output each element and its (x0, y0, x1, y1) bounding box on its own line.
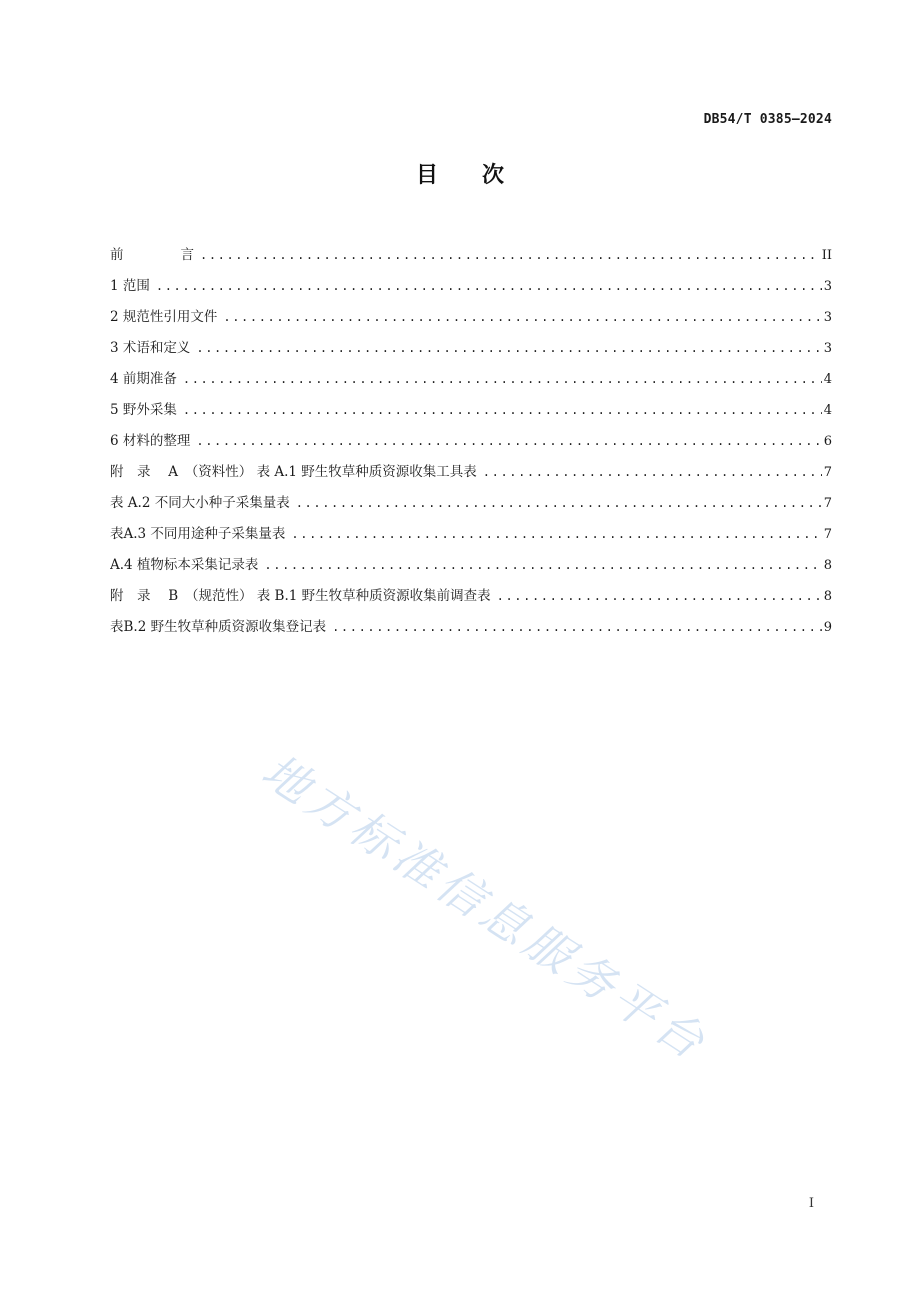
toc-entry-scope[interactable] (110, 271, 832, 302)
document-code: DB54/T 0385—2024 (703, 112, 832, 127)
toc-entry-page: 8 (823, 589, 832, 604)
toc-leader-dots (156, 271, 822, 302)
toc-entry-page: 3 (823, 341, 832, 356)
toc-entry-label: 2 规范性引用文件 (110, 309, 218, 325)
toc-leader-dots (264, 550, 821, 581)
toc-leader-dots (183, 395, 822, 426)
toc-leader-dots (196, 333, 821, 364)
toc-entry-page: 3 (823, 279, 832, 294)
toc-entry-terms-definitions[interactable] (110, 333, 832, 364)
toc-entry-field-collection[interactable] (110, 395, 832, 426)
toc-entry-label-part: 言 (180, 247, 194, 263)
toc-leader-dots (296, 488, 822, 519)
toc-entry-table-a3[interactable] (110, 519, 832, 550)
toc-entry-label: A.4 植物标本采集记录表 (110, 557, 259, 573)
toc-entry-page: 7 (823, 527, 832, 542)
toc-entry-page: 4 (823, 372, 832, 387)
toc-entry-page: 3 (823, 310, 832, 325)
toc-entry-table-a2[interactable] (110, 488, 832, 519)
toc-entry-material-arrangement[interactable] (110, 426, 832, 457)
toc-entry-page: 9 (823, 620, 832, 635)
toc-leader-dots (483, 457, 822, 488)
toc-leader-dots (200, 240, 820, 271)
toc-entry-preparation[interactable] (110, 364, 832, 395)
toc-leader-dots (223, 302, 821, 333)
toc-entry-label: 5 野外采集 (110, 402, 177, 418)
toc-entry-label: 附 录 A （资料性） 表 A.1 野生牧草种质资源收集工具表 (110, 464, 477, 480)
toc-entry-label: 6 材料的整理 (110, 433, 191, 449)
toc-entry-label: 1 范围 (110, 278, 150, 294)
toc-entry-label: 附 录 B （规范性） 表 B.1 野生牧草种质资源收集前调查表 (110, 588, 491, 604)
toc-leader-dots (183, 364, 822, 395)
page-number: I (808, 1196, 814, 1211)
toc-entry-page: 6 (823, 434, 832, 449)
toc-entry-label-part: 前 (110, 247, 124, 263)
toc-entry-normative-references[interactable] (110, 302, 832, 333)
watermark: 地方标准信息服务平台 (252, 743, 719, 1072)
toc-entry-page: 7 (823, 496, 832, 511)
page-title: 目次 (415, 163, 548, 188)
toc-entry-a4[interactable] (110, 550, 832, 581)
toc-entry-label: 表B.2 野生牧草种质资源收集登记表 (110, 619, 327, 635)
toc-leader-dots (497, 581, 822, 612)
toc-entry-label: 表A.3 不同用途种子采集量表 (110, 526, 286, 542)
toc-entry-page: 8 (823, 558, 832, 573)
toc-leader-dots (196, 426, 821, 457)
toc-entry-table-b2[interactable] (110, 612, 832, 643)
toc-entry-label: 4 前期准备 (110, 371, 177, 387)
toc-entry-page: II (821, 248, 832, 263)
toc-entry-label: 3 术语和定义 (110, 340, 191, 356)
toc-entry-label (110, 240, 200, 271)
toc-leader-dots (332, 612, 822, 643)
toc-entry-appendix-b-table-b1[interactable] (110, 581, 832, 612)
toc-entry-foreword[interactable] (110, 240, 832, 271)
toc-leader-dots (291, 519, 821, 550)
toc-entry-label: 表 A.2 不同大小种子采集量表 (110, 495, 290, 511)
toc-entry-page: 7 (823, 465, 832, 480)
table-of-contents (110, 240, 832, 643)
toc-entry-appendix-a-table-a1[interactable] (110, 457, 832, 488)
toc-entry-page: 4 (823, 403, 832, 418)
